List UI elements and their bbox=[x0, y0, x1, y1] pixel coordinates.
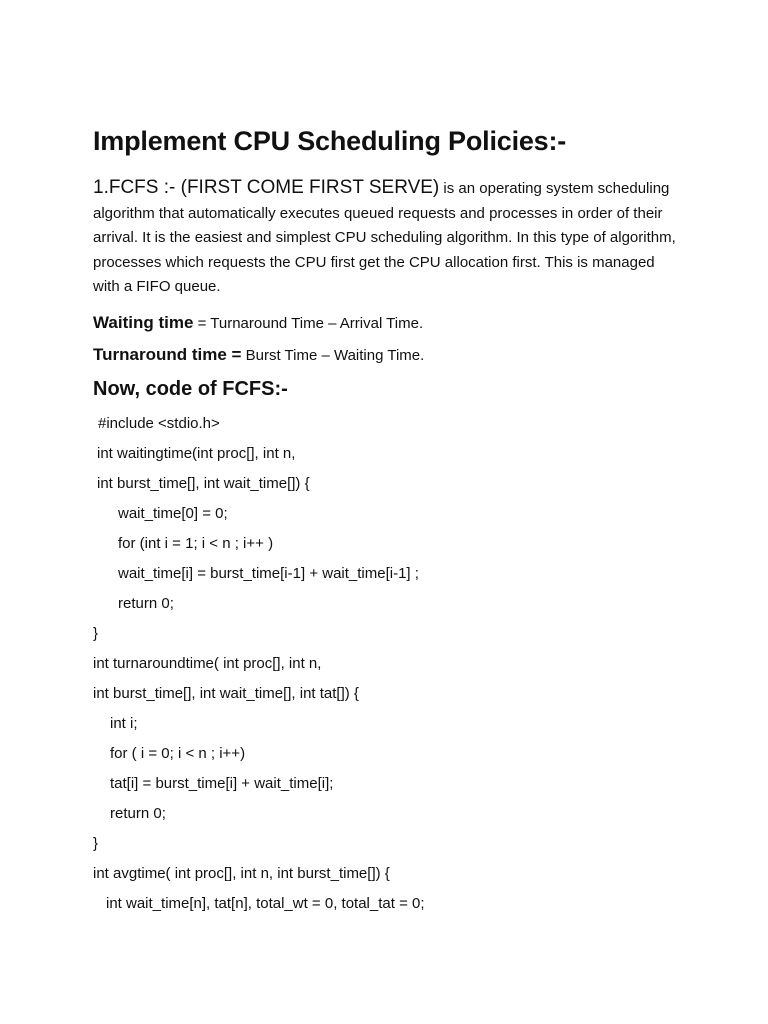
intro-body: is an operating system scheduling algorithm that automatically executes queued requests and processes in order of their arrival. It is the easiest and simplest CPU scheduling algorithm. In this type of algorithm, processes which requests the CPU first get the CPU allocation first. This is managed with a FIFO queue. bbox=[93, 180, 676, 295]
code-line: int burst_time[], int wait_time[], int tat[]) { bbox=[93, 685, 359, 702]
code-line: return 0; bbox=[110, 805, 166, 822]
code-line: int wait_time[n], tat[n], total_wt = 0, total_tat = 0; bbox=[106, 895, 425, 912]
code-line: int i; bbox=[110, 715, 138, 732]
code-line: } bbox=[93, 835, 99, 852]
code-line: int waitingtime(int proc[], int n, bbox=[97, 445, 296, 462]
formula-term: Waiting time bbox=[93, 313, 194, 332]
code-line: #include <stdio.h> bbox=[98, 415, 220, 432]
code-line: int turnaroundtime( int proc[], int n, bbox=[93, 655, 322, 672]
intro-paragraph bbox=[93, 176, 678, 300]
code-line: wait_time[i] = burst_time[i-1] + wait_time[i-1] ; bbox=[118, 565, 419, 582]
code-line: wait_time[0] = 0; bbox=[118, 505, 228, 522]
code-line: return 0; bbox=[118, 595, 174, 612]
intro-lead: 1.FCFS :- (FIRST COME FIRST SERVE) bbox=[93, 177, 440, 198]
formula-definition: Burst Time – Waiting Time. bbox=[241, 347, 425, 364]
code-line: for (int i = 1; i < n ; i++ ) bbox=[118, 535, 274, 552]
code-line: int avgtime( int proc[], int n, int burst_time[]) { bbox=[93, 865, 390, 882]
page-title: Implement CPU Scheduling Policies:- bbox=[93, 126, 567, 156]
code-line: } bbox=[93, 625, 99, 642]
formula-definition: = Turnaround Time – Arrival Time. bbox=[193, 315, 424, 332]
turnaround-time-formula bbox=[93, 345, 424, 365]
code-heading: Now, code of FCFS:- bbox=[93, 378, 288, 400]
code-line: tat[i] = burst_time[i] + wait_time[i]; bbox=[110, 775, 334, 792]
code-line: for ( i = 0; i < n ; i++) bbox=[110, 745, 246, 762]
waiting-time-formula bbox=[93, 313, 423, 333]
formula-term: Turnaround time = bbox=[93, 345, 242, 364]
code-line: int burst_time[], int wait_time[]) { bbox=[97, 475, 310, 492]
